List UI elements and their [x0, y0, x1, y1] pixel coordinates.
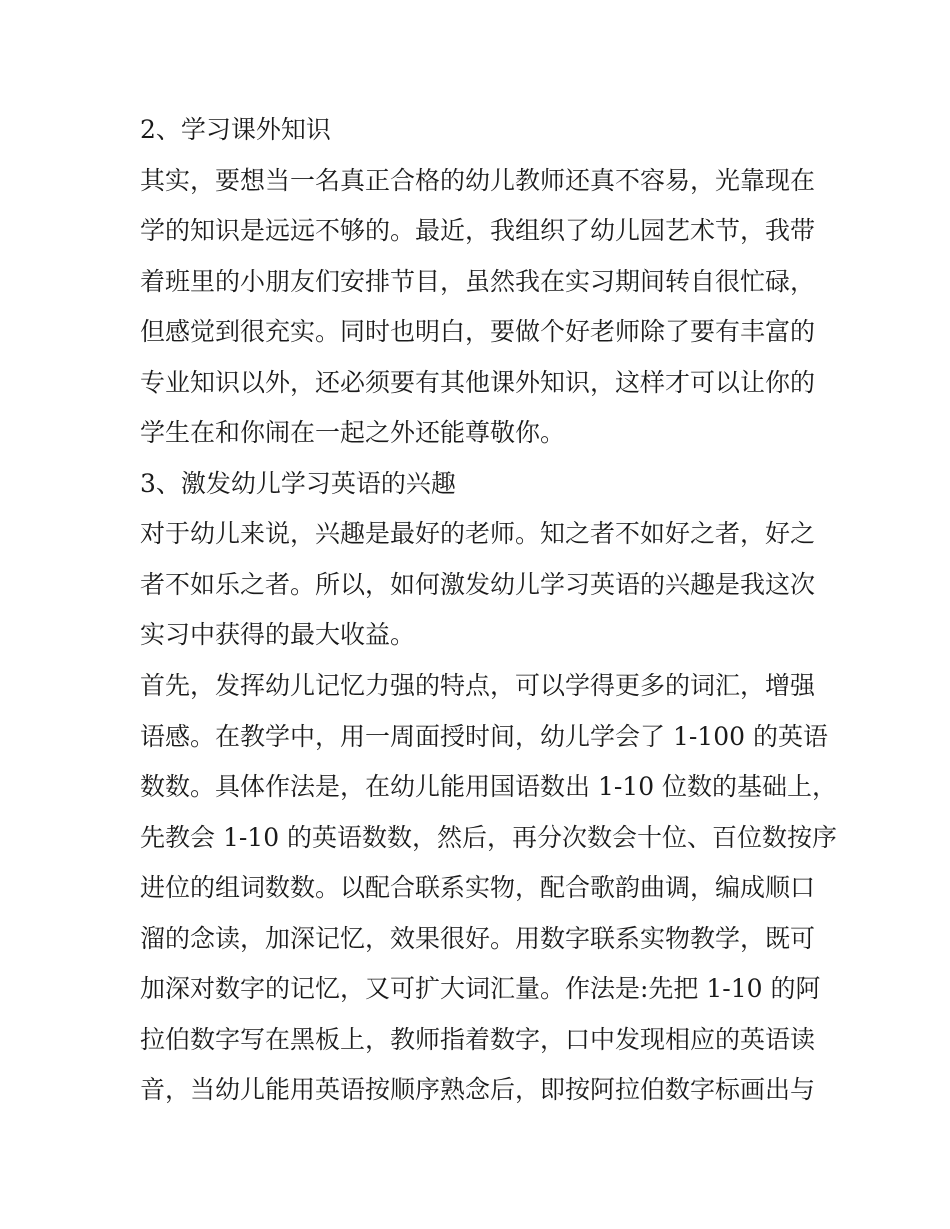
- text-line: 语感。在教学中，用一周面授时间，幼儿学会了 1-100 的英语: [140, 721, 828, 751]
- text-line: 先教会 1-10 的英语数数，然后，再分次数会十位、百位数按序: [140, 822, 838, 852]
- text-line: 者不如乐之者。所以，如何激发幼儿学习英语的兴趣是我这次: [140, 569, 816, 599]
- text-line: 首先，发挥幼儿记忆力强的特点，可以学得更多的词汇，增强: [140, 671, 816, 701]
- text-line: 加深对数字的记忆，又可扩大词汇量。作法是:先把 1-10 的阿: [140, 974, 821, 1004]
- text-line: 但感觉到很充实。同时也明白，要做个好老师除了要有丰富的: [140, 317, 816, 347]
- text-line: 对于幼儿来说，兴趣是最好的老师。知之者不如好之者，好之: [140, 519, 816, 549]
- text-line: 学的知识是远远不够的。最近，我组织了幼儿园艺术节，我带: [140, 216, 816, 246]
- text-line: 拉伯数字写在黑板上，教师指着数字，口中发现相应的英语读: [140, 1024, 816, 1054]
- text-line: 专业知识以外，还必须要有其他课外知识，这样才可以让你的: [140, 367, 816, 397]
- text-line: 着班里的小朋友们安排节目，虽然我在实习期间转自很忙碌，: [140, 266, 816, 296]
- text-line: 数数。具体作法是，在幼儿能用国语数出 1-10 位数的基础上，: [140, 772, 838, 802]
- text-line: 溜的念读，加深记忆，效果很好。用数字联系实物教学，既可: [140, 923, 816, 953]
- text-line: 学生在和你闹在一起之外还能尊敬你。: [140, 418, 566, 448]
- text-line: 进位的组词数数。以配合联系实物，配合歌韵曲调，编成顺口: [140, 873, 816, 903]
- section-heading: 3、激发幼儿学习英语的兴趣: [140, 468, 456, 498]
- section-heading: 2、学习课外知识: [140, 115, 331, 144]
- text-line: 实习中获得的最大收益。: [140, 620, 416, 650]
- document-page: [140, 105, 838, 1116]
- text-line: 其实，要想当一名真正合格的幼儿教师还真不容易，光靠现在: [140, 165, 816, 195]
- text-line: 音，当幼儿能用英语按顺序熟念后，即按阿拉伯数字标画出与: [140, 1075, 816, 1105]
